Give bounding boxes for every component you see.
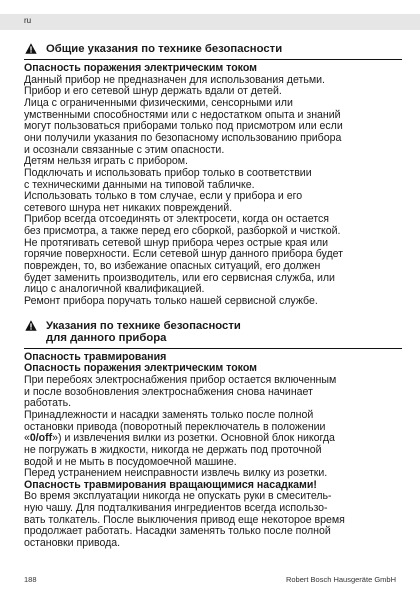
warning-icon [25,43,37,54]
section1-subtitle: Опасность поражения электрическим током [24,62,257,74]
text-line: с техническими данными на типовой табличке. [24,178,255,191]
text-line: умственными способностями или с недостатком опыта и знаний [24,108,341,121]
switch-position-off: 0/off [29,432,53,445]
text-line: могут пользоваться приборами только под присмотром или если [24,120,343,133]
company-name: Robert Bosch Hausgeräte GmbH [285,575,396,584]
text-line: они получили указания по безопасному использованию прибора [24,131,342,144]
text-line: горячие поверхности. Если сетевой шнур данного прибора будет [24,248,343,261]
text-line: Прибор и его сетевой шнур держать вдали от детей. [24,85,282,98]
text-line: продолжает работать. Насадки заменять только после полной [24,525,331,538]
section2-title-line2: для данного прибора [46,331,167,344]
text-line: вать толкатель. После выключения привод еще некоторое время [24,513,345,526]
section2-subtitle-injury: Опасность травмирования [24,350,167,363]
warning-icon [25,320,37,331]
language-code: ru [24,16,32,25]
quote-open: « [24,432,30,445]
section2-subtitle-rotating: Опасность травмирования вращающимися насадками! [24,478,317,491]
text-line: поврежден, то, во избежание опасных ситуаций, его должен [24,260,321,273]
text-line: работать. [24,397,72,410]
text-line: остановки привода (поворотный переключатель в положении [24,420,326,433]
section2-title-line1: Указания по технике безопасности [46,319,241,332]
text-line: Использовать только в том случае, если у прибора и его [24,190,303,203]
text-line: Прибор всегда отсоединять от электросети, когда он остается [24,213,329,226]
text-line: будет заменить производитель, или его сервисная служба, или [24,271,335,284]
page-content [24,40,402,550]
text-fragment: ») и извлечения вилки из розетки. Основной блок никогда [52,432,335,445]
text-line: ную чашу. Для подталкивания ингредиентов всегда использо- [24,502,328,515]
text-line [24,432,335,444]
section1-text [24,75,402,308]
text-line: и осознали связанные с этим опасности. [24,143,225,156]
text-line: Перед устранением неисправности извлечь вилку из розетки. [24,467,328,480]
text-line: Подключать и использовать прибор только в соответствии [24,166,312,179]
text-line: Не протягивать сетевой шнур прибора через острые края или [24,236,329,249]
text-line: лицо с аналогичной квалификацией. [24,283,205,296]
section2-subtitle-shock: Опасность поражения электрическим током [24,362,257,375]
text-line: Данный прибор не предназначен для использования детьми. [24,73,325,86]
text-line: остановки привода. [24,537,121,550]
text-line: Ремонт прибора поручать только нашей сервисной службе. [24,295,318,308]
section2-text [24,375,402,480]
text-line: При перебоях электроснабжения прибор остается включенным [24,373,337,386]
section1-title: Общие указания по технике безопасности [46,43,283,55]
text-line: Лица с ограниченными физическими, сенсорными или [24,96,293,109]
text-line: Детям нельзя играть с прибором. [24,155,188,168]
text-line: и после возобновления электроснабжения снова начинает [24,385,313,398]
text-line: Во время эксплуатации никогда не опускать руки в смеситель- [24,490,332,503]
text-line: сетевого шнура нет никаких повреждений. [24,201,233,214]
text-line: не погружать в жидкости, никогда не держать под проточной [24,443,322,456]
text-line: без присмотра, а также перед его сборкой, разборкой и чисткой. [24,225,341,238]
page-footer [24,575,396,584]
section2-heading [24,317,402,349]
text-line: Принадлежности и насадки заменять только после полной [24,408,314,421]
section2-text-rotating [24,491,402,549]
text-line: водой и не мыть в посудомоечной машине. [24,455,237,468]
language-tab [0,14,420,30]
page-number: 188 [24,575,37,584]
section1-heading [24,40,402,60]
